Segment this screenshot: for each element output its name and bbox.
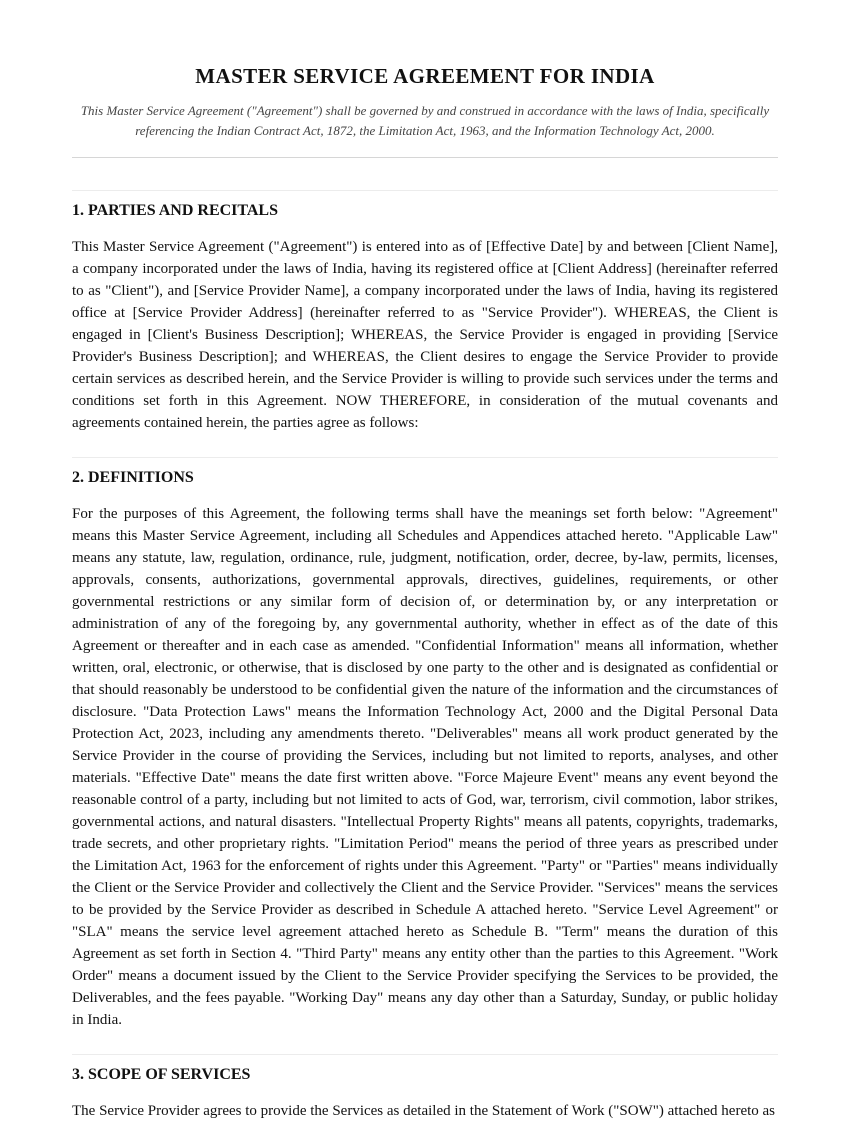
- document-title: MASTER SERVICE AGREEMENT FOR INDIA: [195, 64, 655, 88]
- section-body: The Service Provider agrees to provide the Services as detailed in the Statement of Work ("SOW") attached hereto as: [72, 1103, 776, 1119]
- document-intro: This Master Service Agreement ("Agreement") shall be governed by and construed in accordance with the laws of India, specifically referencing the Indian Contract Act, 1872, the Limitation Act, 1963, and the Information Technology Act, 2000.: [80, 103, 770, 138]
- document-body: [72, 0, 778, 1122]
- section-heading: 3. SCOPE OF SERVICES: [72, 1066, 251, 1083]
- title-divider: [72, 157, 778, 158]
- section-body: This Master Service Agreement ("Agreement") is entered into as of [Effective Date] by and between [Client Name], a company incorporated under the laws of India, having its registered office at [Client Address] (hereinafter referred to as "Client"), and [Service Provider Name], a company incorporated under the laws of India, having its registered office at [Service Provider Address] (hereinafter referred to as "Service Provider"). WHEREAS, the Client is engaged in [Client's Business Description]; WHEREAS, the Service Provider is engaged in providing [Service Provider's Business Description]; and WHEREAS, the Client desires to engage the Service Provider to provide certain services as described herein, and the Service Provider is willing to provide such services under the terms and conditions set forth in this Agreement. NOW THEREFORE, in consideration of the mutual covenants and agreements contained herein, the parties agree as follows:: [72, 239, 778, 431]
- section-scope-of-services: [72, 1054, 778, 1122]
- section-definitions: [72, 457, 778, 1031]
- section-body: For the purposes of this Agreement, the following terms shall have the meanings set forth below: "Agreement" means this Master Service Agreement, including all Schedules and Appendices attached hereto. "Applicable Law" means any statute, law, regulation, ordinance, rule, judgment, notification, order, decree, by-law, permits, licenses, approvals, consents, authorizations, governmental approvals, directives, guidelines, requirements, or other governmental restrictions or any similar form of decision of, or determination by, or any interpretation or administration of any of the foregoing by, any governmental authority, whether in effect as of the date of this Agreement or thereafter and in each case as amended. "Confidential Information" means all information, whether written, oral, electronic, or otherwise, that is disclosed by one party to the other and is designated as confidential or that should reasonably be understood to be confidential given the nature of the information and the circumstances of disclosure. "Data Protection Laws" means the Information Technology Act, 2000 and the Digital Personal Data Protection Act, 2023, including any amendments thereto. "Deliverables" means all work product generated by the Service Provider in the course of providing the Services, including but not limited to reports, analyses, and other materials. "Effective Date" means the date first written above. "Force Majeure Event" means any event beyond the reasonable control of a party, including but not limited to acts of God, war, terrorism, civil commotion, labor strikes, governmental actions, and natural disasters. "Intellectual Property Rights" means all patents, copyrights, trademarks, trade secrets, and other proprietary rights. "Limitation Period" means the period of three years as prescribed under the Limitation Act, 1963 for the enforcement of rights under this Agreement. "Party" or "Parties" means individually the Client or the Service Provider and collectively the Client and the Service Provider. "Services" means the services to be provided by the Service Provider as described in Schedule A attached hereto. "Service Level Agreement" or "SLA" means the service level agreement attached hereto as Schedule B. "Term" means the duration of this Agreement as set forth in Section 4. "Third Party" means any entity other than the parties to this Agreement. "Work Order" means a document issued by the Client to the Service Provider specifying the Services to be provided, the Deliverables, and the fees payable. "Working Day" means any day other than a Saturday, Sunday, or public holiday in India.: [72, 506, 778, 1028]
- section-heading: 1. PARTIES AND RECITALS: [72, 202, 278, 219]
- section-heading: 2. DEFINITIONS: [72, 469, 194, 486]
- section-parties-and-recitals: [72, 190, 778, 434]
